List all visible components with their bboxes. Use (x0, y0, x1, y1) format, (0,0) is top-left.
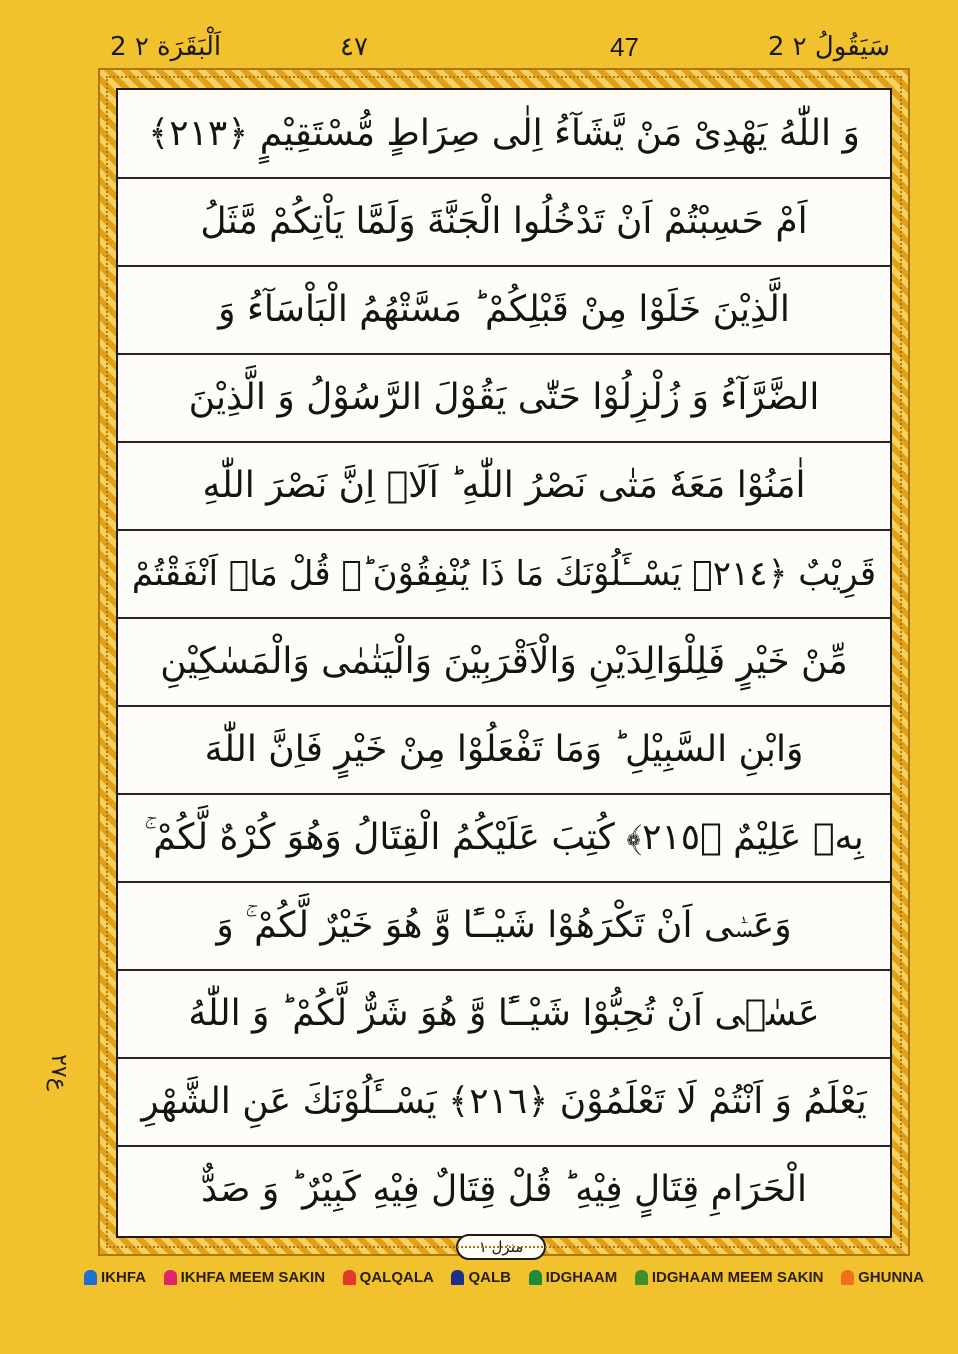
verse-text: اَمْ حَسِبْتُمْ اَنْ تَدْخُلُوا الْجَنَّةَ وَلَمَّا يَاْتِكُمْ مَّثَلُ (200, 201, 808, 242)
text-line (118, 266, 890, 355)
legend-swatch-icon (164, 1270, 177, 1285)
page-number: 47 (610, 32, 639, 62)
verse-text: عَسٰۤى اَنْ تُحِبُّوْا شَيْــًٔا وَّ هُوَ شَرٌّ لَّكُمْ ؕ وَ اللّٰهُ (188, 993, 820, 1034)
legend-item (529, 1269, 618, 1286)
legend-item (164, 1269, 325, 1286)
legend-item (841, 1269, 924, 1286)
text-line (118, 970, 890, 1059)
legend-label: IDGHAAM MEEM SAKIN (651, 1268, 824, 1286)
ornamental-border (98, 68, 910, 1256)
verse-text: اٰمَنُوْا مَعَهٗ مَتٰى نَصْرُ اللّٰهِ ؕ اَلَاۤ اِنَّ نَصْرَ اللّٰهِ (202, 465, 806, 506)
legend-item (635, 1269, 824, 1286)
verse-text: وَابْنِ السَّبِيْلِ ؕ وَمَا تَفْعَلُوْا مِنْ خَيْرٍ فَاِنَّ اللّٰهَ (204, 729, 804, 770)
legend-swatch-icon (635, 1270, 648, 1285)
verse-text: يَعْلَمُ وَ اَنْتُمْ لَا تَعْلَمُوْنَ ﴿٢١٦﴾ يَسْــَٔلُوْنَكَ عَنِ الشَّهْرِ (141, 1081, 867, 1122)
manzil-label: منزل ١ (456, 1234, 546, 1260)
verse-text: مِّنْ خَيْرٍ فَلِلْوَالِدَيْنِ وَالْاَقْرَبِيْنَ وَالْيَتٰمٰى وَالْمَسٰكِيْنِ (160, 641, 848, 682)
verse-text: الْحَرَامِ قِتَالٍ فِيْهِ ؕ قُلْ قِتَالٌ فِيْهِ كَبِيْرٌ ؕ وَ صَدٌّ (201, 1169, 807, 1210)
surah-name: 2 اَلْبَقَرَة ٢ (110, 32, 222, 62)
legend-item (451, 1269, 511, 1286)
legend-item (343, 1269, 434, 1286)
verse-text: الضَّرَّآءُ وَ زُلْزِلُوْا حَتّٰى يَقُوْلَ الرَّسُوْلُ وَ الَّذِيْنَ (188, 377, 820, 418)
text-line (118, 618, 890, 707)
text-line (118, 178, 890, 267)
legend-swatch-icon (451, 1270, 464, 1285)
text-line (118, 1058, 890, 1147)
text-line (118, 90, 890, 179)
legend-label: GHUNNA (858, 1268, 924, 1286)
text-line (118, 530, 890, 619)
verse-text: وَ اللّٰهُ يَهْدِىْ مَنْ يَّشَآءُ اِلٰى صِرَاطٍ مُّسْتَقِيْمٍ ﴿٢١٣﴾ (148, 113, 860, 154)
ruku-marker: ع٢٧ (45, 1054, 71, 1091)
text-line (118, 354, 890, 443)
legend-item (84, 1269, 146, 1286)
verse-text: بِهٖ عَلِيْمٌ ﴿٢١٥﴾ كُتِبَ عَلَيْكُمُ الْقِتَالُ وَهُوَ كُرْهٌ لَّكُمْ ۚ (144, 816, 864, 858)
text-line (118, 1146, 890, 1233)
legend-label: IKHFA (101, 1268, 146, 1286)
legend-swatch-icon (529, 1270, 542, 1285)
legend-label: IDGHAAM (545, 1268, 618, 1286)
page-header (90, 30, 890, 70)
verse-text: وَعَسٰۤى اَنْ تَكْرَهُوْا شَيْــًٔا وَّ هُوَ خَيْرٌ لَّكُمْ ۚ وَ (216, 904, 792, 946)
verse-text: الَّذِيْنَ خَلَوْا مِنْ قَبْلِكُمْ ؕ مَسَّتْهُمُ الْبَاْسَآءُ وَ (218, 289, 790, 330)
page-number-arabic: ٤٧ (340, 32, 368, 62)
text-line (118, 442, 890, 531)
legend-swatch-icon (841, 1270, 854, 1285)
legend-swatch-icon (343, 1270, 356, 1285)
verse-text: قَرِيْبٌ ﴿٢١٤﴾ يَسْــَٔلُوْنَكَ مَا ذَا يُنْفِقُوْنَ ؕ۬ قُلْ مَاۤ اَنْفَقْتُمْ (131, 554, 877, 594)
text-line (118, 706, 890, 795)
text-line (118, 882, 890, 971)
text-line (118, 794, 890, 883)
quran-page (116, 88, 892, 1238)
legend-label: QALB (468, 1268, 511, 1286)
juz-name: 2 سَيَقُولُ ٢ (767, 32, 890, 62)
legend-label: QALQALA (359, 1268, 434, 1286)
tajweed-legend (84, 1264, 924, 1290)
legend-swatch-icon (84, 1270, 97, 1285)
legend-label: IKHFA MEEM SAKIN (180, 1268, 326, 1286)
